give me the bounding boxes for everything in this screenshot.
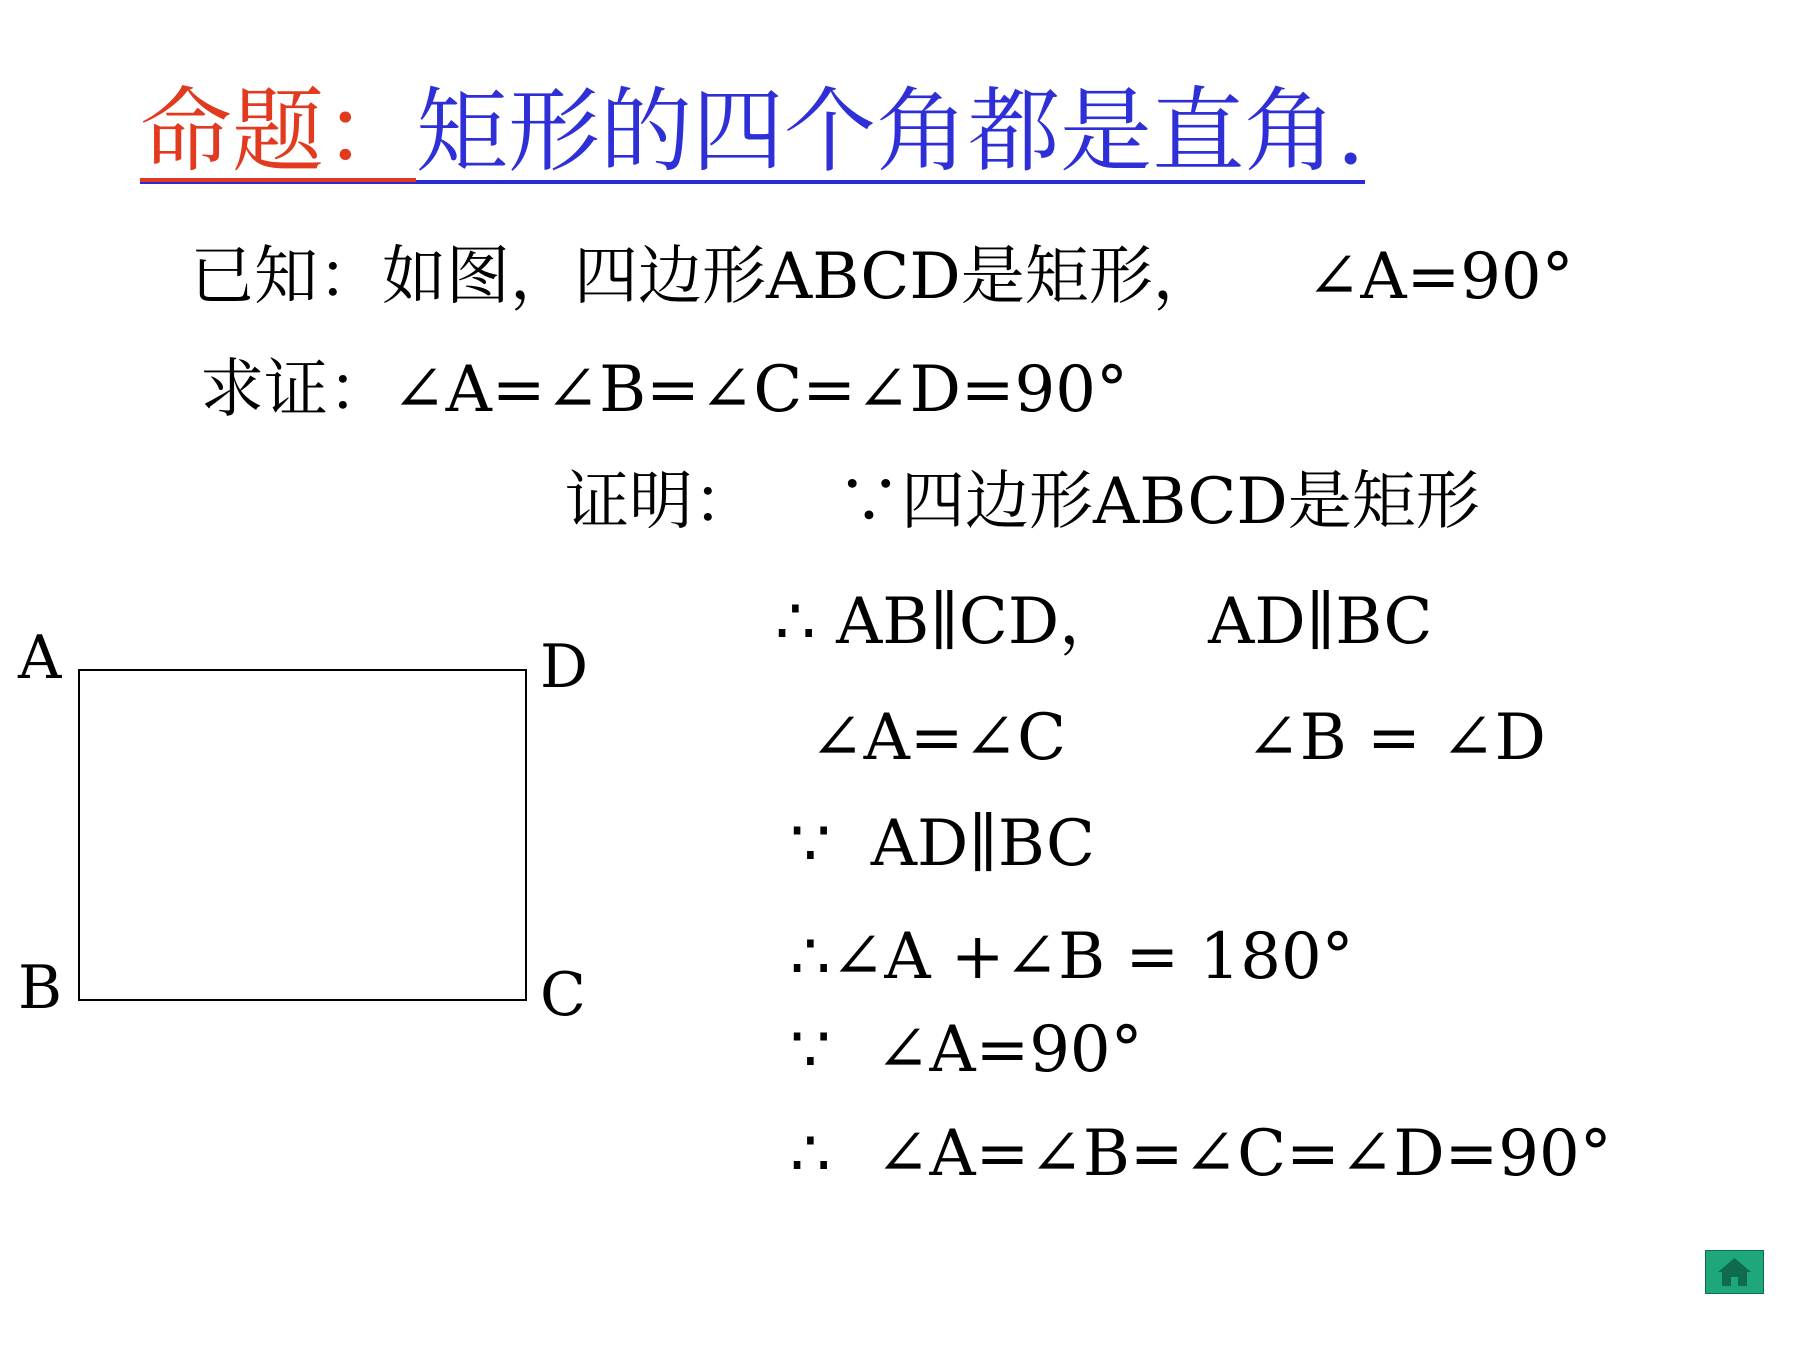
given-line <box>190 240 1574 314</box>
proof-line-4-text: ∠A +∠B = 180° <box>830 920 1354 994</box>
proof-line-6-text: ∠A=∠B=∠C=∠D=90° <box>875 1117 1612 1191</box>
proof-line-1 <box>775 585 1433 659</box>
home-icon <box>1706 1251 1763 1293</box>
rectangle-diagram <box>0 620 600 1040</box>
because-symbol: ∵ <box>837 465 901 539</box>
proof-line-3 <box>790 807 1095 881</box>
proof-line-5 <box>790 1013 1143 1087</box>
proof-line-5-text: ∠A=90° <box>875 1013 1143 1087</box>
therefore-symbol: ∴ <box>775 585 816 659</box>
title-statement: 矩形的四个角都是直角. <box>416 78 1366 185</box>
because-symbol: ∵ <box>790 1013 831 1087</box>
proof-line-0-text: 四边形ABCD是矩形 <box>901 465 1480 539</box>
vertex-label-a: A <box>18 623 62 693</box>
slide-title <box>140 78 1366 185</box>
rectangle-figure <box>0 620 600 1040</box>
proof-line-1a: AB∥CD， <box>836 585 1124 659</box>
rectangle-shape <box>79 670 526 1000</box>
therefore-symbol: ∴ <box>790 1117 831 1191</box>
because-symbol: ∵ <box>790 807 831 881</box>
vertex-label-b: B <box>18 953 63 1023</box>
proof-line-0 <box>565 465 1480 539</box>
proof-line-6 <box>790 1117 1612 1191</box>
vertex-label-d: D <box>540 632 589 702</box>
home-button[interactable] <box>1705 1250 1764 1294</box>
therefore-symbol: ∴ <box>790 920 831 994</box>
title-prefix: 命题： <box>140 78 417 185</box>
vertex-label-c: C <box>540 960 586 1030</box>
proof-line-1b: AD∥BC <box>1208 585 1433 659</box>
proof-line-4 <box>790 920 1354 994</box>
proof-line-2a: ∠A=∠C <box>810 701 1067 775</box>
proof-line-2b: ∠B = ∠D <box>1246 701 1546 775</box>
proof-line-2 <box>810 701 1546 775</box>
prove-line: 求证：∠A=∠B=∠C=∠D=90° <box>200 353 1128 427</box>
given-text: 已知：如图，四边形ABCD是矩形， <box>190 240 1217 314</box>
given-math: ∠A=90° <box>1306 240 1574 314</box>
proof-line-3-text: AD∥BC <box>870 807 1095 881</box>
proof-label: 证明： <box>565 465 757 539</box>
